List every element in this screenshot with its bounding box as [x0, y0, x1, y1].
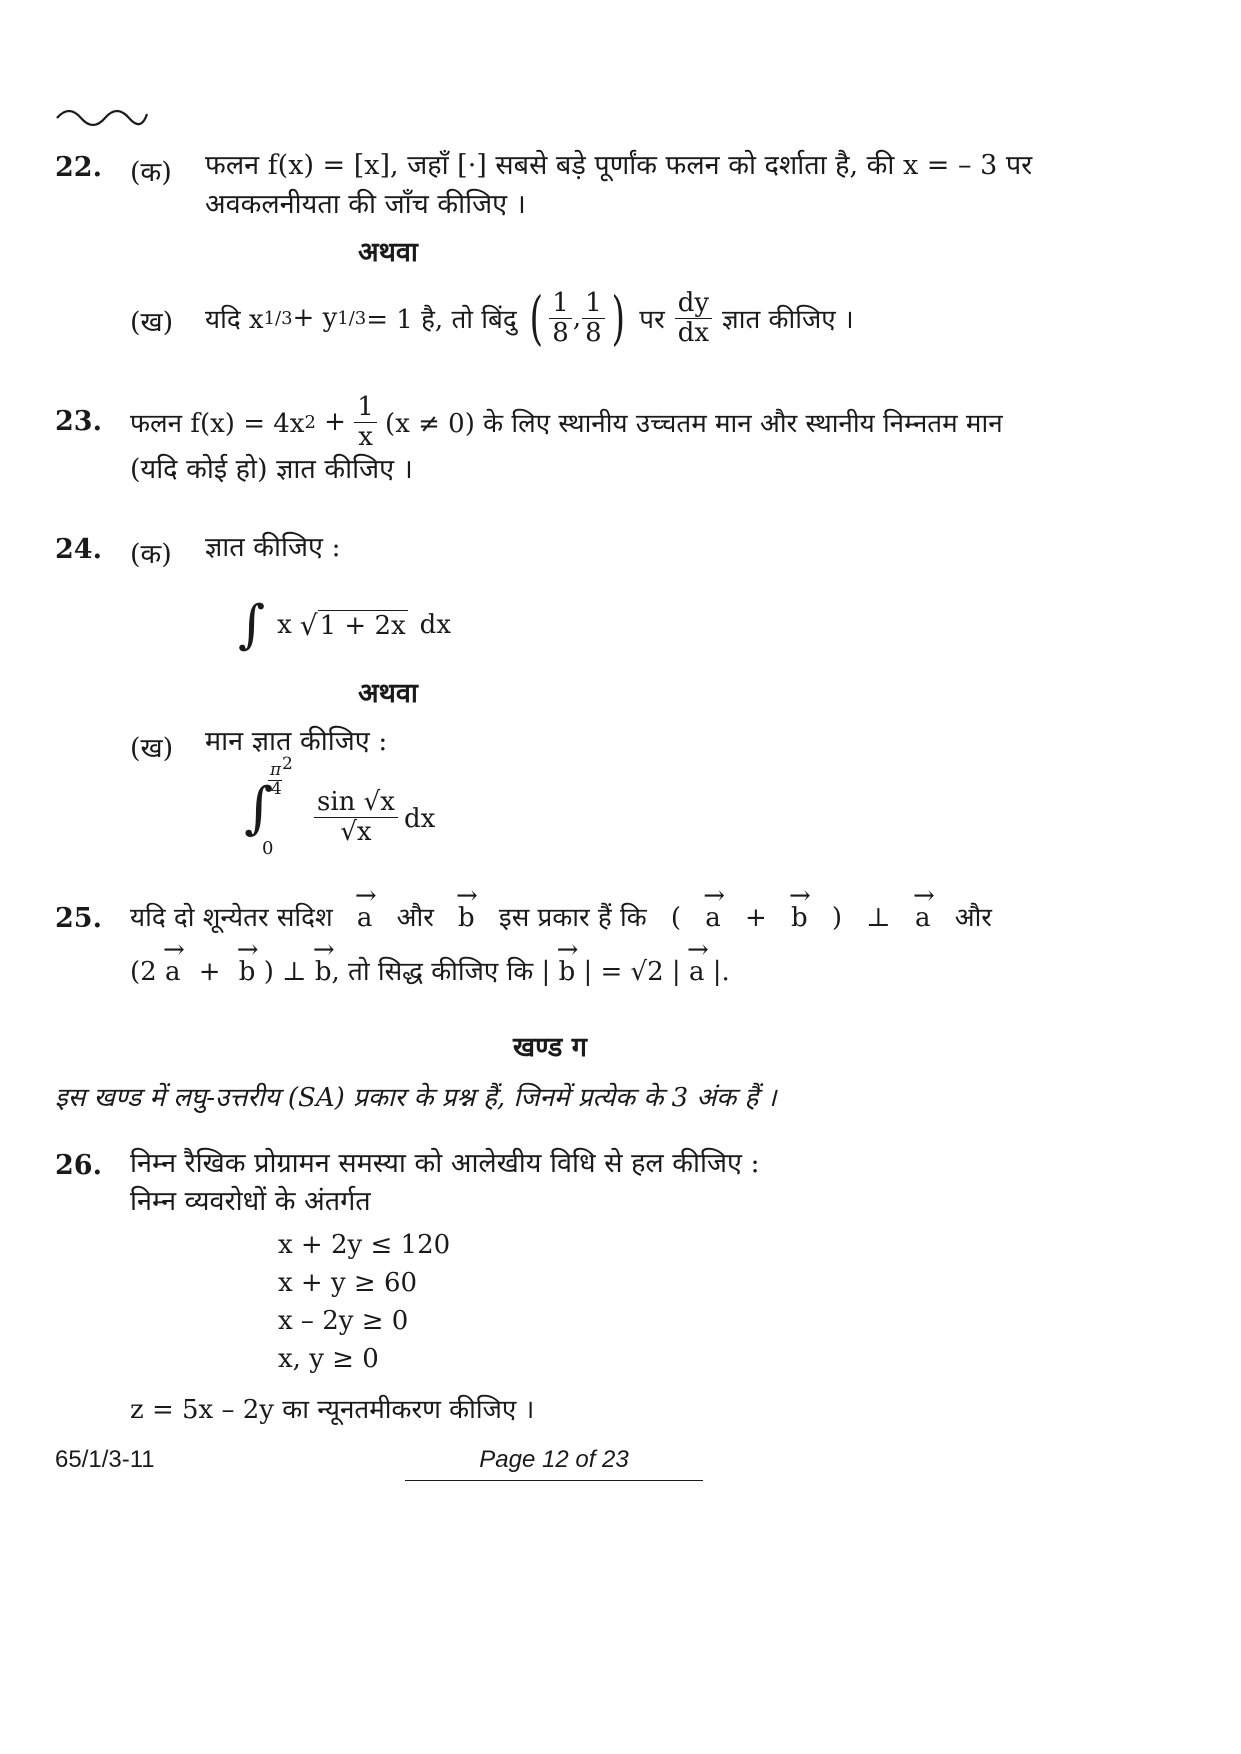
section-title: खण्ड ग: [513, 1032, 587, 1063]
q25-l2-vec-b: → b: [239, 957, 256, 987]
q25-plus: +: [745, 903, 767, 933]
q22-part-a-line2: अवकलनीयता की जाँच कीजिए ।: [205, 189, 526, 220]
q24-a-root: √: [299, 608, 318, 642]
q25-open: (: [670, 903, 682, 933]
q22-b-f2-num: 1: [585, 287, 602, 318]
footer-rule: [405, 1480, 703, 1481]
q22-b-dy: dy: [677, 287, 710, 318]
q22-b-end: ज्ञात कीजिए ।: [722, 305, 854, 335]
q26-line2: निम्न व्यवरोधों के अंतर्गत: [130, 1186, 371, 1217]
q26-line1: निम्न रैखिक प्रोग्रामन समस्या को आलेखीय विधि से हल कीजिए :: [130, 1148, 760, 1179]
q24-b-num: sin √x: [317, 787, 395, 817]
question-number-24: 24.: [55, 534, 102, 565]
q23-pre: फलन f(x) = 4x: [130, 409, 305, 439]
q23-exp: 2: [304, 411, 316, 433]
q22-b-eq: = 1 है, तो बिंदु: [366, 305, 517, 335]
q25-perp: ⊥: [866, 903, 891, 933]
q25-l2-text: , तो सिद्ध कीजिए कि |: [331, 957, 551, 987]
q24-a-x: x: [277, 610, 292, 640]
q22-or-heading: अथवा: [358, 237, 418, 268]
q22-b-f1-num: 1: [552, 287, 569, 318]
question-number-26: 26.: [55, 1150, 102, 1181]
q22-b-fraction2: [582, 289, 605, 347]
q24-or-heading: अथवा: [358, 678, 418, 709]
q24-part-a-text: ज्ञात कीजिए :: [205, 532, 341, 563]
q25-l2-vec-a2: → a: [689, 957, 705, 987]
q22-part-b-expression: [205, 285, 854, 351]
q22-b-par: पर: [639, 305, 665, 335]
q24-b-lower: 0: [262, 838, 274, 859]
q24-b-upper-exp: 2: [282, 754, 293, 774]
q25-line1: [130, 898, 992, 934]
q25-vec-b2: → b: [791, 903, 808, 933]
q24-b-fraction: [314, 788, 398, 846]
q24-part-b-label: (ख): [130, 733, 174, 764]
q23-frac-num: 1: [357, 391, 374, 422]
q26-constraint-4: x, y ≥ 0: [278, 1344, 379, 1374]
q25-vec-a2: → a: [705, 903, 721, 933]
q23-frac-den: x: [354, 422, 377, 452]
q24-part-a-label: (क): [130, 539, 172, 570]
q22-b-dx: dx: [675, 318, 712, 348]
q24-part-b-text: मान ज्ञात कीजिए :: [205, 726, 388, 757]
q25-l2-vec-a: → a: [165, 957, 181, 987]
q25-l2-eq: | = √2 |: [583, 957, 681, 987]
q26-constraint-1: x + 2y ≤ 120: [278, 1230, 451, 1260]
q22-b-exp1: 1/3: [263, 307, 293, 329]
q22-b-exp2: 1/3: [337, 307, 367, 329]
q25-close: ): [831, 903, 843, 933]
q25-l2-open: (2: [130, 957, 157, 987]
q25-l2-vec-b2: → b: [315, 957, 332, 987]
q25-line2: [130, 952, 730, 988]
q22-b-dydx: [675, 289, 712, 347]
q25-vec-a3: → a: [915, 903, 931, 933]
question-number-25: 25.: [55, 903, 102, 934]
q23-fraction: [354, 393, 377, 451]
q25-and2: और: [954, 903, 992, 933]
q25-l2-end: |.: [712, 957, 730, 987]
q25-l1-a: यदि दो शून्येतर सदिश: [130, 903, 333, 933]
question-number-22: 22.: [55, 152, 102, 183]
q25-vec-a: → a: [357, 903, 373, 933]
q22-b-mid: + y: [292, 303, 338, 333]
q22-b-comma: ,: [572, 303, 582, 333]
section-subtitle: इस खण्ड में लघु-उत्तरीय (SA) प्रकार के प्रश्न हैं, जिनमें प्रत्येक के 3 अंक हैं ।: [55, 1083, 777, 1113]
q24-b-den: √x: [314, 817, 398, 847]
q26-constraint-2: x + y ≥ 60: [278, 1268, 418, 1298]
q25-and: और: [396, 903, 434, 933]
q25-l1-b: इस प्रकार हैं कि: [498, 903, 647, 933]
q23-post: (x ≠ 0) के लिए स्थानीय उच्चतम मान और स्थानीय निम्नतम मान: [376, 409, 1003, 439]
q24-b-upper-den: 4: [271, 779, 282, 799]
page-number: Page 12 of 23: [479, 1446, 629, 1473]
q22-b-fraction1: [549, 289, 572, 347]
q26-objective: z = 5x – 2y का न्यूनतमीकरण कीजिए ।: [130, 1395, 535, 1425]
q22-part-a-label: (क): [130, 157, 172, 188]
q24-a-integral: [238, 590, 451, 660]
q24-b-dx: dx: [404, 804, 436, 834]
q24-a-dx: dx: [419, 610, 451, 640]
q22-b-left-paren: (: [529, 284, 543, 352]
q23-line2: (यदि कोई हो) ज्ञात कीजिए ।: [130, 454, 413, 485]
q23-plus: +: [315, 407, 355, 437]
paper-code: 65/1/3-11: [55, 1446, 155, 1473]
q24-b-upper-pi: π: [270, 760, 282, 780]
q22-part-b-label: (ख): [130, 307, 174, 338]
q22-part-a-line1: फलन f(x) = [x], जहाँ [·] सबसे बड़े पूर्णांक फलन को दर्शाता है, की x = – 3 पर: [205, 150, 1033, 181]
q25-l2-plus: +: [198, 957, 221, 987]
q22-b-f2-den: 8: [582, 318, 605, 348]
q25-vec-b: → b: [458, 903, 475, 933]
q24-a-integral-sign: ∫: [238, 595, 266, 655]
q22-b-pre: यदि x: [205, 305, 264, 335]
decorative-wave-icon: [55, 100, 150, 130]
q25-l2-perp: ) ⊥: [263, 957, 307, 987]
q26-constraint-3: x – 2y ≥ 0: [278, 1306, 409, 1336]
question-number-23: 23.: [55, 406, 102, 437]
q24-a-radicand: 1 + 2x: [319, 610, 406, 641]
q22-b-right-paren: ): [611, 284, 625, 352]
q25-l2-vec-b3: → b: [559, 957, 576, 987]
q24-b-integral-sign: ∫: [244, 776, 274, 841]
q24-b-integral: [244, 754, 474, 860]
q22-b-f1-den: 8: [549, 318, 572, 348]
q23-line1: [130, 390, 1003, 454]
